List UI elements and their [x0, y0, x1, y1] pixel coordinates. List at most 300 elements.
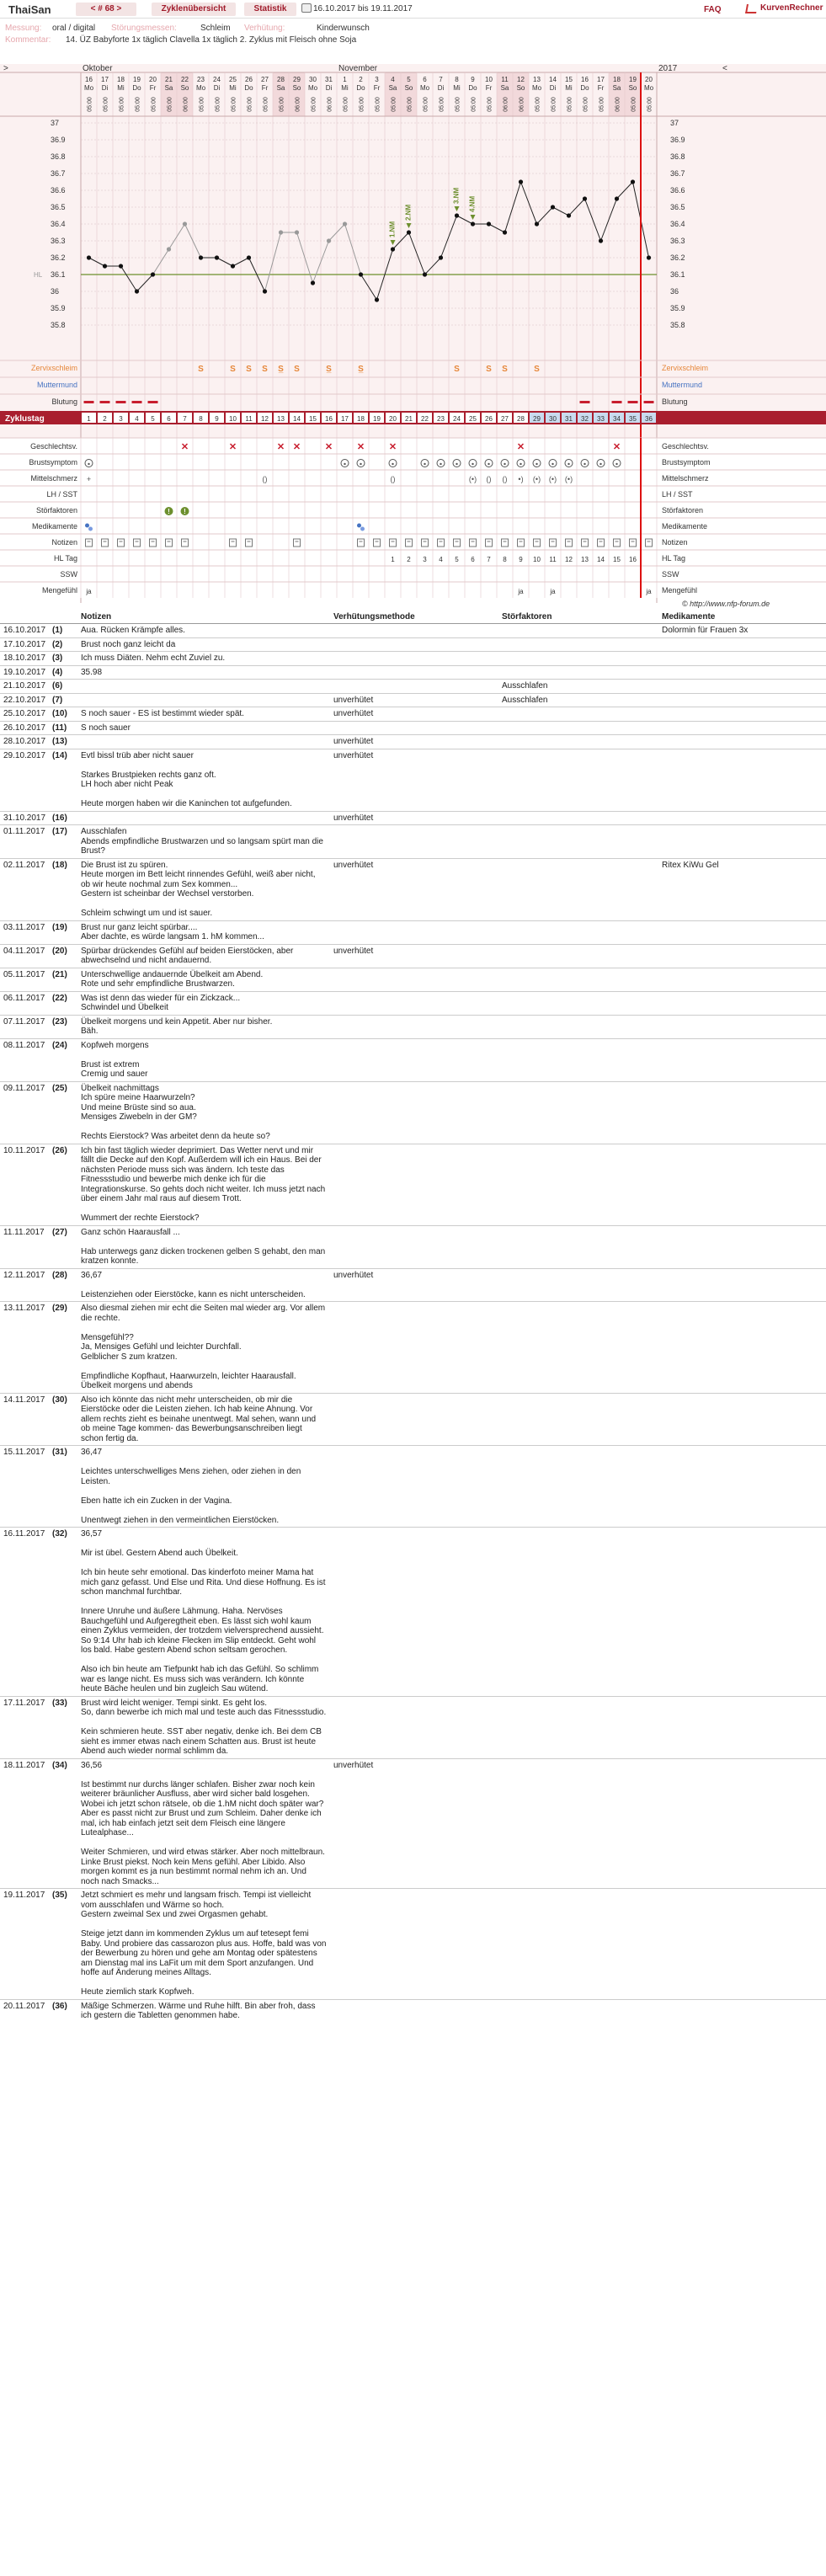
obs-note: Ganz schön Haarausfall ... Hab unterwegs ganz dicken trockenen gelben S gehabt, den man kratzen konnte.: [77, 1225, 330, 1268]
observation-row: [0, 652, 826, 666]
obs-disturbance: [498, 1302, 658, 1394]
obs-cycle-day: (1): [49, 624, 77, 638]
midcycle-pain-mark: (•): [532, 475, 541, 483]
day-number: 28: [277, 76, 285, 83]
cycle-day-number: 12: [261, 415, 269, 423]
info-value-stoer: Schleim: [200, 24, 231, 33]
mens-feeling-mark: ja: [550, 588, 556, 595]
cycle-chart: [0, 64, 826, 603]
obs-cycle-day: (7): [49, 693, 77, 707]
obs-date: 19.11.2017: [0, 1889, 49, 2000]
cycle-day-number: 26: [485, 415, 493, 423]
note-icon: [102, 539, 109, 547]
hl-day-number: 3: [423, 556, 427, 563]
cycle-day-number: 6: [167, 415, 171, 423]
obs-disturbance: Ausschlafen: [498, 680, 658, 694]
cycle-day-number: 5: [151, 415, 155, 423]
obs-date: 26.10.2017: [0, 721, 49, 735]
obs-note: Mäßige Schmerzen. Wärme und Ruhe hilft. Bin aber froh, dass ich gestern die Tabletten genommen habe.: [77, 1999, 330, 2023]
obs-method: unverhütet: [330, 693, 498, 707]
observation-row: [0, 920, 826, 944]
nm-label: 3.NM: [452, 187, 461, 204]
lower-row-label: Brustsymptom: [29, 458, 77, 467]
temp-point: [343, 221, 347, 226]
cycle-day-number: 14: [293, 415, 301, 423]
cycle-day-number: 30: [549, 415, 557, 423]
breast-symptom-dot: [392, 463, 393, 465]
obs-note: Die Brust ist zu spüren. Heute morgen im Bett leicht rinnendes Gefühl, weiß aber nicht, ob wir heute nochmal zum Sex kommen... Gestern ist scheinbar der Wechsel verstorben. Schleim schwingt um und ist sauer.: [77, 858, 330, 920]
day-number: 26: [245, 76, 253, 83]
day-number: 6: [423, 76, 427, 83]
day-number: 3: [375, 76, 379, 83]
obs-method: unverhütet: [330, 858, 498, 920]
measure-time: 06:00: [295, 97, 301, 112]
note-icon: [630, 539, 637, 547]
top-bar: [0, 0, 826, 19]
observation-row: [0, 1696, 826, 1758]
row-label-right-mutter: Muttermund: [662, 381, 703, 389]
obs-disturbance: [498, 1528, 658, 1697]
obs-note: Übelkeit morgens und kein Appetit. Aber nur bisher. Bäh.: [77, 1015, 330, 1038]
measure-time: 05:00: [439, 97, 445, 112]
measure-time: 05:00: [423, 97, 429, 112]
obs-note: 36,67 Leistenziehen oder Eierstöcke, kann es nicht unterscheiden.: [77, 1268, 330, 1302]
obs-method: [330, 1889, 498, 2000]
hl-day-number: 4: [439, 556, 443, 563]
obs-method: [330, 721, 498, 735]
obs-method: [330, 1225, 498, 1268]
obs-date: 16.10.2017: [0, 624, 49, 638]
intercourse-mark: ✕: [612, 442, 621, 452]
obs-note: Spürbar drückendes Gefühl auf beiden Eierstöcken, aber abwechselnd und nicht andauernd.: [77, 944, 330, 968]
midcycle-pain-mark: (•): [564, 475, 573, 483]
note-icon: [422, 539, 429, 547]
measure-time: 05:00: [647, 97, 653, 112]
temp-point: [359, 272, 363, 276]
measure-time: 05:00: [359, 97, 365, 112]
info-key-stoer: Störungsmessen:: [111, 24, 177, 33]
obs-disturbance: [498, 825, 658, 859]
zervix-mark: S: [198, 365, 204, 374]
day-number: 13: [533, 76, 541, 83]
intercourse-mark: ✕: [276, 442, 285, 452]
y-tick-label-right: 36.2: [670, 253, 685, 262]
temp-point: [135, 289, 139, 293]
cycle-overview-button[interactable]: Zyklenübersicht: [152, 3, 236, 16]
obs-medication: [658, 1268, 826, 1302]
note-icon: [470, 539, 477, 547]
obs-method: unverhütet: [330, 1758, 498, 1889]
cycle-day-number: 10: [229, 415, 237, 423]
medication-icon: [85, 524, 89, 528]
hl-day-number: 14: [597, 556, 605, 563]
temp-point: [103, 264, 107, 268]
day-number: 12: [517, 76, 525, 83]
note-icon: [438, 539, 445, 547]
cycle-day-number: 2: [103, 415, 107, 423]
obs-medication: [658, 652, 826, 666]
weekday-label: Mi: [341, 84, 349, 92]
y-tick-label-right: 36.5: [670, 203, 685, 211]
measure-time: 05:00: [135, 97, 141, 112]
obs-disturbance: [498, 735, 658, 749]
temp-point: [647, 255, 651, 259]
obs-disturbance: [498, 1446, 658, 1528]
observation-row: [0, 693, 826, 707]
brand-logo-icon: [745, 4, 758, 13]
intercourse-mark: ✕: [228, 442, 237, 452]
weekday-label: Mi: [229, 84, 237, 92]
measure-time: 05:00: [567, 97, 573, 112]
weekday-label: Do: [468, 84, 477, 92]
obs-cycle-day: (18): [49, 858, 77, 920]
midcycle-pain-mark: (): [262, 475, 268, 483]
note-icon: [406, 539, 413, 547]
temp-point: [279, 230, 283, 234]
col-medication: Medikamente: [658, 611, 826, 624]
cycle-day-number: 27: [501, 415, 509, 423]
obs-note: Ich bin fast täglich wieder deprimiert. Das Wetter nervt und mir fällt die Decke auf den Kopf. Außerdem will ich ein Haus. Bei der nächsten Periode muss sich was ändern. Ich teste das Fitnessstudio und bewerbe mich denke ich für die Integrationskurse. So gehts doch nicht weiter. Ich muss jetzt nach über einem Jahr mal raus auf diesem Trott. Wummert der rechte Eierstock?: [77, 1144, 330, 1225]
measure-time: 05:00: [471, 97, 477, 112]
day-number: 17: [101, 76, 109, 83]
obs-method: [330, 920, 498, 944]
breast-symptom-dot: [488, 463, 489, 465]
info-value-verh: Kinderwunsch: [317, 24, 370, 33]
measure-time: 05:00: [247, 97, 253, 112]
weekday-label: Do: [132, 84, 141, 92]
weekday-label: Fr: [149, 84, 157, 92]
measure-time: 05:00: [599, 97, 605, 112]
weekday-label: Fr: [485, 84, 493, 92]
breast-symptom-dot: [472, 463, 473, 465]
observation-row: [0, 1302, 826, 1394]
weekday-label: Fr: [261, 84, 269, 92]
obs-date: 18.10.2017: [0, 652, 49, 666]
obs-date: 22.10.2017: [0, 693, 49, 707]
obs-method: [330, 680, 498, 694]
obs-cycle-day: (17): [49, 825, 77, 859]
observations-table: [0, 611, 826, 2023]
temp-point: [535, 221, 539, 226]
bleeding-mark: [628, 401, 638, 403]
y-tick-label: 36.3: [51, 237, 66, 245]
mens-feeling-mark: ja: [86, 588, 92, 595]
obs-medication: [658, 1528, 826, 1697]
day-number: 21: [165, 76, 173, 83]
observation-row: [0, 1889, 826, 2000]
obs-disturbance: [498, 707, 658, 722]
weekday-label: So: [404, 84, 413, 92]
faq-link[interactable]: FAQ: [704, 5, 722, 14]
obs-cycle-day: (26): [49, 1144, 77, 1225]
temp-point: [407, 230, 411, 234]
hl-day-number: 7: [487, 556, 491, 563]
y-tick-label: 36.9: [51, 136, 66, 144]
measure-time: 05:00: [231, 97, 237, 112]
obs-cycle-day: (25): [49, 1081, 77, 1144]
obs-note: Ich muss Diäten. Nehm echt Zuviel zu.: [77, 652, 330, 666]
temp-point: [391, 247, 395, 251]
y-tick-label-right: 37: [670, 119, 679, 127]
obs-date: 29.10.2017: [0, 749, 49, 811]
obs-date: 19.10.2017: [0, 665, 49, 680]
midcycle-pain-mark: (): [390, 475, 396, 483]
observation-row: [0, 624, 826, 638]
obs-method: [330, 825, 498, 859]
cycle-day-label: Zyklustag: [5, 414, 45, 424]
y-tick-label: 36.7: [51, 169, 66, 178]
observation-row: [0, 944, 826, 968]
obs-note: Brust noch ganz leicht da: [77, 637, 330, 652]
measure-time: 05:00: [87, 97, 93, 112]
obs-cycle-day: (16): [49, 811, 77, 825]
weekday-label: So: [516, 84, 525, 92]
zervix-mark: S: [486, 365, 492, 374]
statistics-button[interactable]: Statistik: [244, 3, 296, 16]
note-icon: [486, 539, 493, 547]
obs-date: 03.11.2017: [0, 920, 49, 944]
lower-row-label-right: Geschlechtsv.: [662, 442, 709, 451]
cycle-day-number: 4: [135, 415, 139, 423]
obs-medication: [658, 1696, 826, 1758]
note-icon: [502, 539, 509, 547]
temp-point: [311, 280, 315, 285]
obs-note: 35.98: [77, 665, 330, 680]
observation-row: [0, 1393, 826, 1446]
temp-point: [247, 255, 251, 259]
lower-row-label-right: Störfaktoren: [662, 506, 704, 515]
zervix-mark: S̲: [278, 365, 284, 374]
day-number: 5: [407, 76, 411, 83]
temp-point: [151, 272, 155, 276]
zervix-mark: S: [502, 365, 508, 374]
obs-note: Kopfweh morgens Brust ist extrem Cremig und sauer: [77, 1038, 330, 1081]
obs-method: [330, 1038, 498, 1081]
obs-cycle-day: (14): [49, 749, 77, 811]
obs-date: 13.11.2017: [0, 1302, 49, 1394]
obs-date: 21.10.2017: [0, 680, 49, 694]
row-label-right-blutung: Blutung: [662, 397, 688, 406]
observation-row: [0, 1038, 826, 1081]
obs-medication: [658, 944, 826, 968]
weekday-label: Mo: [307, 84, 318, 92]
measure-time: 05:00: [343, 97, 349, 112]
obs-disturbance: [498, 991, 658, 1015]
lower-row-label-right: Mittelschmerz: [662, 474, 709, 483]
y-tick-label: 36.8: [51, 152, 66, 161]
note-icon: [566, 539, 573, 547]
obs-note: Übelkeit nachmittags Ich spüre meine Haarwurzeln? Und meine Brüste sind so aua. Mensiges Ziwebeln in der GM? Rechts Eierstock? Was arbeitet denn da heute so?: [77, 1081, 330, 1144]
obs-method: [330, 652, 498, 666]
temp-point: [567, 213, 571, 217]
obs-medication: [658, 920, 826, 944]
obs-medication: [658, 1889, 826, 2000]
note-icon: [134, 539, 141, 547]
day-number: 20: [645, 76, 653, 83]
obs-medication: [658, 1081, 826, 1144]
intercourse-mark: ✕: [180, 442, 189, 452]
measure-time: 06:00: [327, 97, 333, 112]
temp-point: [87, 255, 91, 259]
obs-note: Was ist denn das wieder für ein Zickzack... Schwindel und Übelkeit: [77, 991, 330, 1015]
obs-method: [330, 1015, 498, 1038]
obs-note: Jetzt schmiert es mehr und langsam frisch. Tempi ist vielleicht vom ausschlafen und Wärme so hoch. Gestern zweimal Sex und zwei Orgasmen gehabt. Steige jetzt dann im kommenden Zyklus um auf tetesept femi Baby. Und probiere das cassarozon plus aus. Hoffe, bald was von der Bewerbung zu hören und gehe am Montag oder spätestens am Dienstag mal ins LaFit um mit dem Sport anzufangen. Und hoffe auf Änderung meines Alltags. Heute ziemlich stark Kopfweh.: [77, 1889, 330, 2000]
obs-method: [330, 968, 498, 991]
obs-medication: [658, 680, 826, 694]
day-number: 19: [133, 76, 141, 83]
lower-row-label: Notizen: [51, 538, 77, 547]
breast-symptom-dot: [584, 463, 585, 465]
obs-medication: [658, 637, 826, 652]
measure-time: 05:00: [311, 97, 317, 112]
obs-medication: [658, 735, 826, 749]
breast-symptom-dot: [520, 463, 521, 465]
midcycle-pain-mark: (•): [468, 475, 477, 483]
obs-method: [330, 1446, 498, 1528]
year-label: 2017: [658, 64, 678, 73]
obs-method: unverhütet: [330, 707, 498, 722]
y-tick-label: 35.9: [51, 304, 66, 312]
obs-date: 16.11.2017: [0, 1528, 49, 1697]
obs-cycle-day: (21): [49, 968, 77, 991]
obs-medication: [658, 1393, 826, 1446]
note-icon: [518, 539, 525, 547]
lower-row-label-right: Mengefühl: [662, 586, 698, 595]
obs-medication: [658, 721, 826, 735]
weekday-label: Mi: [453, 84, 461, 92]
temp-point: [503, 230, 507, 234]
temp-point: [199, 255, 203, 259]
y-tick-label: 36.5: [51, 203, 66, 211]
observation-row: [0, 811, 826, 825]
obs-disturbance: [498, 624, 658, 638]
temp-point: [631, 179, 635, 184]
measure-time: 05:00: [263, 97, 269, 112]
note-icon: [294, 539, 301, 547]
hl-day-number: 1: [391, 556, 395, 563]
obs-date: 08.11.2017: [0, 1038, 49, 1081]
app-logo[interactable]: ThaiSan: [8, 3, 51, 16]
hl-day-number: 13: [581, 556, 589, 563]
obs-date: 02.11.2017: [0, 858, 49, 920]
obs-medication: [658, 1302, 826, 1394]
obs-note: 36,56 Ist bestimmt nur durchs länger schlafen. Bisher zwar noch kein weiterer bräunlicher Ausfluss, aber wird sicher bald losgehen. Wobei ich jetzt schon rätsele, ob die 1.hM nicht doch später war? Aber es passt nicht zur Brust und zum Schleim. Daher denke ich mal, ich hab einfach jetzt seit dem Fleisch eine längere Lutealphase... Weiter Schmieren, und wird etwas stärker. Aber noch mittelbraun. Linke Brust piekst. Noch kein Mens gefühl. Aber Libido. Also morgen kommt es ja nun bestimmt normal nehm ich an. Und noch nach Smacks...: [77, 1758, 330, 1889]
bleeding-mark: [84, 401, 94, 403]
printer-icon[interactable]: [301, 3, 312, 13]
obs-note: 36,47 Leichtes unterschwelliges Mens ziehen, oder ziehen in den Leisten. Eben hatte ich ein Zucken in der Vagina. Unentwegt ziehen in den vermeintlichen Eierstöcken.: [77, 1446, 330, 1528]
obs-disturbance: [498, 1015, 658, 1038]
y-tick-label: 36.2: [51, 253, 66, 262]
temp-point: [119, 264, 123, 268]
breast-symptom-dot: [600, 463, 601, 465]
obs-method: [330, 637, 498, 652]
note-icon: [230, 539, 237, 547]
zervix-mark: S̲: [326, 365, 332, 374]
obs-date: 28.10.2017: [0, 735, 49, 749]
day-number: 29: [293, 76, 301, 83]
obs-disturbance: [498, 920, 658, 944]
measure-time: 06:00: [503, 97, 509, 112]
day-number: 27: [261, 76, 269, 83]
breast-symptom-dot: [552, 463, 553, 465]
obs-medication: [658, 825, 826, 859]
day-number: 16: [85, 76, 93, 83]
obs-cycle-day: (10): [49, 707, 77, 722]
day-number: 22: [181, 76, 189, 83]
obs-medication: Dolormin für Frauen 3x: [658, 624, 826, 638]
y-tick-label: 35.8: [51, 321, 66, 329]
midcycle-pain-mark: +: [86, 475, 92, 483]
y-tick-label-right: 36.6: [670, 186, 685, 195]
weekday-label: Mo: [643, 84, 654, 92]
row-label-zervix: Zervixschleim: [30, 364, 77, 372]
hl-day-number: 10: [533, 556, 541, 563]
observation-row: [0, 991, 826, 1015]
note-icon: [182, 539, 189, 547]
obs-disturbance: [498, 944, 658, 968]
nav-right: <: [722, 64, 727, 73]
bleeding-mark: [132, 401, 142, 403]
obs-date: 05.11.2017: [0, 968, 49, 991]
obs-disturbance: [498, 968, 658, 991]
temp-point: [167, 247, 171, 251]
note-icon: [246, 539, 253, 547]
obs-method: [330, 1528, 498, 1697]
midcycle-pain-mark: •): [518, 475, 524, 483]
bleeding-mark: [100, 401, 110, 403]
obs-note: Aua. Rücken Krämpfe alles.: [77, 624, 330, 638]
note-icon: [150, 539, 157, 547]
observation-row: [0, 749, 826, 811]
obs-note: Brust nur ganz leicht spürbar.... Aber dachte, es würde langsam 1. hM kommen...: [77, 920, 330, 944]
obs-disturbance: [498, 811, 658, 825]
obs-disturbance: [498, 1758, 658, 1889]
obs-disturbance: Ausschlafen: [498, 693, 658, 707]
bleeding-mark: [148, 401, 158, 403]
obs-cycle-day: (33): [49, 1696, 77, 1758]
cycle-nav-button[interactable]: < # 68 >: [76, 3, 136, 16]
cycle-day-number: 19: [373, 415, 381, 423]
hl-day-number: 12: [565, 556, 573, 563]
cycle-day-number: 17: [341, 415, 349, 423]
zervix-mark: S: [294, 365, 300, 374]
observation-row: [0, 1081, 826, 1144]
info-key-messung: Messung:: [5, 24, 42, 33]
obs-date: 20.11.2017: [0, 1999, 49, 2023]
lower-row-label-right: HL Tag: [662, 554, 686, 563]
measure-time: 05:00: [631, 97, 637, 112]
weekday-label: Sa: [276, 84, 285, 92]
obs-note: S noch sauer - ES ist bestimmt wieder spät.: [77, 707, 330, 722]
hl-day-number: 15: [613, 556, 621, 563]
obs-disturbance: [498, 1225, 658, 1268]
y-tick-label-right: 36.3: [670, 237, 685, 245]
breast-symptom-dot: [568, 463, 569, 465]
weekday-label: Di: [325, 84, 333, 92]
weekday-label: Di: [101, 84, 109, 92]
obs-note: Brust wird leicht weniger. Tempi sinkt. Es geht los. So, dann bewerbe ich mich mal und teste auch das Fitnessstudio. Kein schmieren heute. SST aber negativ, denke ich. Bei dem CB sieht es immer etwas nach einem Schatten aus. Brust ist heute Abend auch wieder normal schlimm da.: [77, 1696, 330, 1758]
intercourse-mark: ✕: [324, 442, 333, 452]
info-key-verh: Verhütung:: [244, 24, 285, 33]
cycle-day-number: 33: [597, 415, 605, 423]
y-tick-label-right: 36.7: [670, 169, 685, 178]
day-number: 20: [149, 76, 157, 83]
day-number: 31: [325, 76, 333, 83]
obs-cycle-day: (36): [49, 1999, 77, 2023]
day-number: 15: [565, 76, 573, 83]
obs-date: 12.11.2017: [0, 1268, 49, 1302]
observation-row: [0, 1528, 826, 1697]
